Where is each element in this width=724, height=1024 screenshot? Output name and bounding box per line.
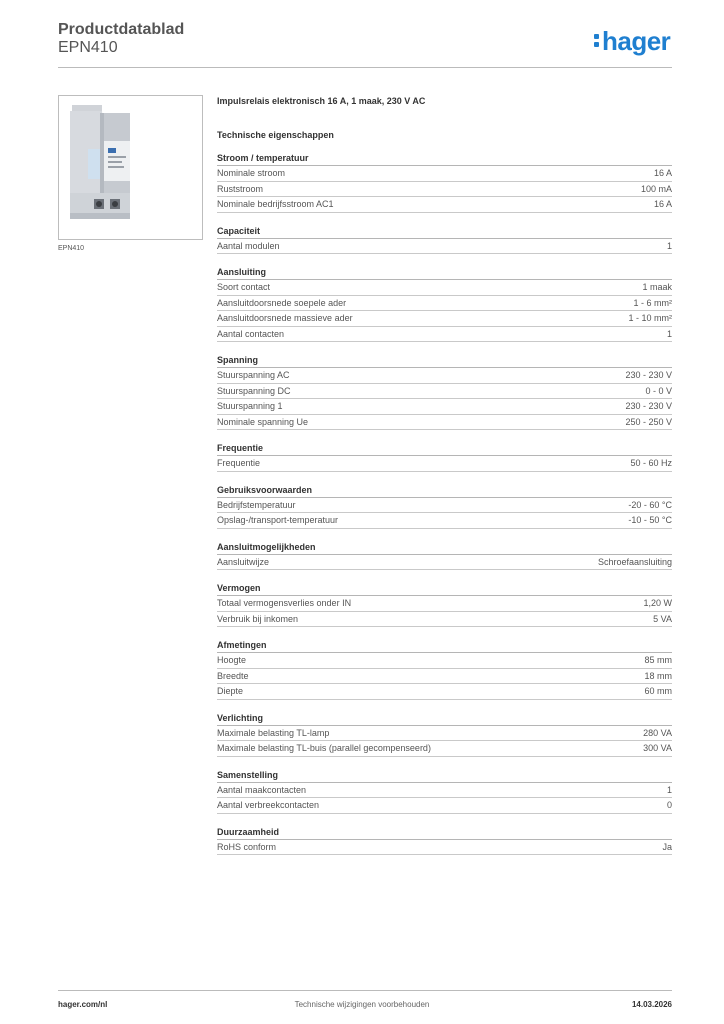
spec-label: Stuurspanning 1 xyxy=(217,401,283,411)
spec-content xyxy=(217,94,672,855)
spec-value: Schroefaansluiting xyxy=(597,556,672,567)
spec-row xyxy=(217,783,672,799)
section-heading: Aansluiting xyxy=(217,266,672,280)
spec-label: Nominale spanning Ue xyxy=(217,416,309,427)
spec-row xyxy=(217,182,672,198)
spec-row xyxy=(217,653,672,669)
spec-value: 5 VA xyxy=(653,613,672,624)
spec-value: 0 xyxy=(666,800,672,810)
spec-label: Maximale belasting TL-buis (parallel gecompenseerd) xyxy=(217,743,431,753)
spec-row xyxy=(217,596,672,612)
spec-value: 250 - 250 V xyxy=(625,416,672,427)
spec-label: Bedrijfstemperatuur xyxy=(217,499,296,510)
section-heading: Capaciteit xyxy=(217,225,672,239)
spec-section xyxy=(217,442,672,472)
spec-label: RoHS conform xyxy=(217,841,277,852)
spec-section xyxy=(217,152,672,213)
spec-value: 230 - 230 V xyxy=(625,370,672,380)
spec-label: Stuurspanning AC xyxy=(217,370,290,380)
spec-value: 18 mm xyxy=(644,670,672,681)
footer-divider xyxy=(58,990,672,991)
spec-row xyxy=(217,555,672,571)
spec-label: Nominale bedrijfsstroom AC1 xyxy=(217,199,334,209)
spec-label: Aansluitdoorsnede soepele ader xyxy=(217,297,347,308)
section-heading: Verlichting xyxy=(217,712,672,726)
section-heading: Samenstelling xyxy=(217,769,672,783)
spec-value: 16 A xyxy=(653,168,672,178)
spec-row xyxy=(217,327,672,343)
spec-label: Aansluitwijze xyxy=(217,556,270,567)
spec-row xyxy=(217,798,672,814)
spec-section xyxy=(217,354,672,430)
spec-row xyxy=(217,384,672,400)
spec-value: 60 mm xyxy=(644,686,672,696)
spec-row xyxy=(217,166,672,182)
spec-row xyxy=(217,280,672,296)
spec-label: Aansluitdoorsnede massieve ader xyxy=(217,313,353,323)
spec-value: -10 - 50 °C xyxy=(628,515,672,525)
page-title: Productdatablad xyxy=(58,21,185,38)
spec-label: Aantal modulen xyxy=(217,240,280,251)
spec-label: Frequentie xyxy=(217,458,261,468)
spec-value: 230 - 230 V xyxy=(625,401,672,411)
image-caption: EPN410 xyxy=(58,245,85,252)
section-heading: Afmetingen xyxy=(217,639,672,653)
spec-value: 1 - 6 mm² xyxy=(633,297,672,308)
spec-row xyxy=(217,368,672,384)
spec-label: Totaal vermogensverlies onder IN xyxy=(217,598,352,608)
spec-section xyxy=(217,769,672,814)
spec-section xyxy=(217,712,672,757)
spec-section xyxy=(217,826,672,856)
spec-label: Stuurspanning DC xyxy=(217,385,291,396)
footer-website: hager.com/nl xyxy=(58,1000,108,1009)
spec-row xyxy=(217,840,672,856)
spec-label: Ruststroom xyxy=(217,183,264,194)
spec-row xyxy=(217,296,672,312)
spec-row xyxy=(217,684,672,700)
footer-date: 14.03.2026 xyxy=(631,1000,672,1009)
spec-label: Diepte xyxy=(217,686,244,696)
spec-row xyxy=(217,311,672,327)
spec-value: 1 xyxy=(666,240,672,251)
section-heading: Vermogen xyxy=(217,582,672,596)
impulse-relay-image xyxy=(64,101,184,231)
spec-value: 100 mA xyxy=(640,183,672,194)
spec-label: Opslag-/transport-temperatuur xyxy=(217,515,339,525)
spec-value: 0 - 0 V xyxy=(645,385,672,396)
spec-row xyxy=(217,612,672,628)
spec-section xyxy=(217,639,672,700)
spec-value: 1,20 W xyxy=(643,598,672,608)
spec-sections xyxy=(217,152,672,855)
spec-section xyxy=(217,541,672,571)
spec-value: 280 VA xyxy=(643,727,672,738)
spec-label: Hoogte xyxy=(217,655,247,665)
spec-label: Aantal contacten xyxy=(217,328,285,339)
spec-value: 1 - 10 mm² xyxy=(628,313,672,323)
logo-text: hager xyxy=(602,26,671,56)
tech-properties-heading: Technische eigenschappen xyxy=(217,130,334,140)
spec-label: Verbruik bij inkomen xyxy=(217,613,299,624)
spec-section xyxy=(217,484,672,529)
section-heading: Aansluitmogelijkheden xyxy=(217,541,672,555)
spec-value: 50 - 60 Hz xyxy=(630,458,672,468)
spec-section xyxy=(217,582,672,627)
spec-row xyxy=(217,741,672,757)
section-heading: Frequentie xyxy=(217,442,672,456)
section-heading: Spanning xyxy=(217,354,672,368)
spec-section xyxy=(217,266,672,342)
spec-label: Aantal maakcontacten xyxy=(217,784,307,795)
spec-value: Ja xyxy=(662,841,672,852)
spec-value: -20 - 60 °C xyxy=(628,499,672,510)
section-heading: Stroom / temperatuur xyxy=(217,152,672,166)
product-description: Impulsrelais elektronisch 16 A, 1 maak, 230 V AC xyxy=(217,96,426,106)
spec-label: Aantal verbreekcontacten xyxy=(217,800,320,810)
spec-row xyxy=(217,498,672,514)
spec-row xyxy=(217,513,672,529)
spec-value: 1 xyxy=(666,784,672,795)
spec-label: Nominale stroom xyxy=(217,168,286,178)
spec-row xyxy=(217,726,672,742)
spec-row xyxy=(217,456,672,472)
logo-dots-icon xyxy=(594,34,600,48)
spec-row xyxy=(217,197,672,213)
spec-label: Soort contact xyxy=(217,282,271,292)
section-heading: Duurzaamheid xyxy=(217,826,672,840)
section-heading: Gebruiksvoorwaarden xyxy=(217,484,672,498)
spec-value: 16 A xyxy=(653,199,672,209)
product-code: EPN410 xyxy=(58,39,118,56)
product-image xyxy=(58,95,203,240)
spec-row xyxy=(217,415,672,431)
hager-logo xyxy=(594,28,670,54)
footer-disclaimer: Technische wijzigingen voorbehouden xyxy=(294,1000,430,1009)
spec-section xyxy=(217,225,672,255)
spec-label: Maximale belasting TL-lamp xyxy=(217,727,330,738)
spec-row xyxy=(217,399,672,415)
spec-value: 300 VA xyxy=(643,743,672,753)
header-divider xyxy=(58,67,672,68)
spec-row xyxy=(217,669,672,685)
spec-value: 85 mm xyxy=(644,655,672,665)
spec-row xyxy=(217,239,672,255)
spec-label: Breedte xyxy=(217,670,249,681)
spec-value: 1 maak xyxy=(642,282,672,292)
spec-value: 1 xyxy=(666,328,672,339)
